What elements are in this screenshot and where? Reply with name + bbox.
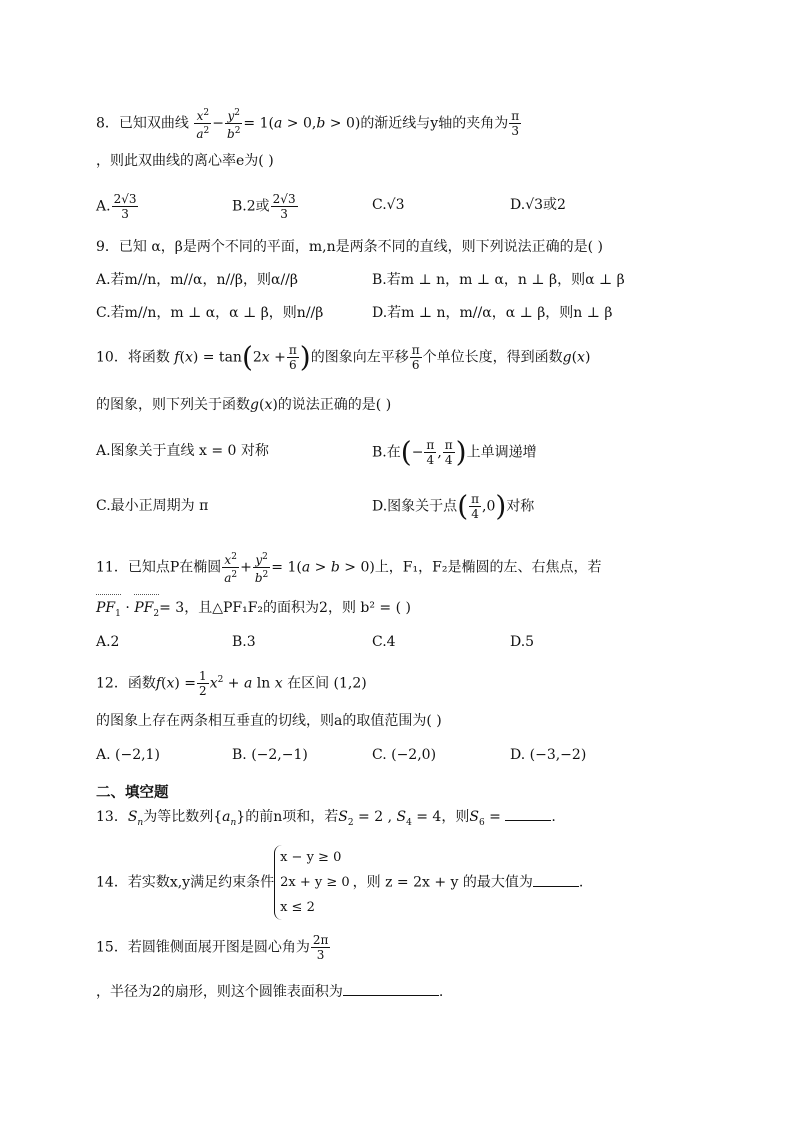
q12-option-c[interactable]: C. (−2,0) [372, 747, 437, 763]
q15-stem-text-2: ，半径为2的扇形，则这个圆锥表面积为 [96, 984, 343, 1000]
q13-stem-text-4: ，则 [441, 809, 470, 825]
q8-option-d[interactable]: D.√3或2 [510, 197, 566, 213]
q12-stem-cont: 的图象上存在两条相互垂直的切线，则a的取值范围为( ) [96, 713, 442, 729]
q12-stem: 12．函数f(x) = $\frac{1}{2}$ $x^2 + a$ ln x 在区间 (1,2) [96, 669, 367, 699]
q10-option-b[interactable]: B.在(− $\frac{\pi}{4}$ , $\frac{\pi}{4}$ )上单调递增 [372, 435, 537, 469]
q8-frac-2sqrt3-3-b: $\frac{2√3}{3}$ [272, 192, 296, 221]
q11-stem-text-2: 上，F₁，F₂是椭圆的左、右焦点，若 [374, 559, 602, 576]
q10-frac-pi6-b: $\frac{\pi}{6}$ [411, 343, 420, 372]
q10-frac-pi6: $\frac{\pi}{6}$ [288, 343, 297, 372]
q9-stem: 9．已知 α，β是两个不同的平面，m,n是两条不同的直线，则下列说法正确的是( ) [96, 239, 604, 255]
q9-option-c[interactable]: C.若m//n，m ⊥ α，α ⊥ β，则n//β [96, 305, 324, 321]
q10-stem-text: 10．将函数 [96, 349, 170, 366]
q12-option-b[interactable]: B. (−2,−1) [232, 747, 308, 763]
q12-option-d[interactable]: D. (−3,−2) [510, 747, 587, 763]
q10-option-a[interactable]: A.图象关于直线 x = 0 对称 [96, 443, 269, 459]
q14-constraint-1: x − y ≥ 0 [280, 850, 342, 865]
q13-stem-text-3: 的前n项和，若 [245, 809, 339, 825]
q14-constraint-system [274, 845, 350, 920]
q14-stem-text-2: ，则 z = 2x + y 的最大值为 [352, 874, 533, 891]
q10-option-b-label: B.在 [372, 444, 401, 461]
q10-stem-cont: 的图象，则下列关于函数g(x)的说法正确的是( ) [96, 397, 392, 413]
q12-option-a[interactable]: A. (−2,1) [96, 747, 160, 763]
q10-frac-pi4: $\frac{\pi}{4}$ [426, 438, 435, 467]
q8-option-b[interactable] [232, 192, 299, 221]
q9-option-a[interactable]: A.若m//n，m//α，n//β，则α//β [96, 272, 298, 288]
q11-stem-text: 11．已知点P在椭圆 [96, 559, 222, 576]
section-heading-fill-in: 二、填空题 [96, 784, 169, 801]
q8-stem-text: 8．已知双曲线 [96, 115, 189, 132]
q12-stem-text: 12．函数 [96, 675, 156, 692]
q8-frac-pi3: $\frac{\pi}{3}$ [511, 109, 520, 138]
q8-option-c[interactable]: C.√3 [372, 197, 405, 213]
q10-option-b-tail: 上单调递增 [466, 444, 537, 461]
q10-option-d[interactable]: D.图象关于点( $\frac{\pi}{4}$ ,0)对称 [372, 489, 535, 523]
q14-stem-text: 14．若实数x,y满足约束条件 [96, 874, 275, 891]
q11-option-a[interactable]: A.2 [96, 634, 120, 650]
q13-stem-text: 13． [96, 809, 128, 825]
q11-vector-pf2: $PF_2$ [134, 597, 159, 625]
q14-constraint-3: x ≤ 2 [280, 900, 315, 915]
q9-option-b[interactable]: B.若m ⊥ n，m ⊥ α，n ⊥ β，则α ⊥ β [372, 272, 625, 288]
q11-option-b[interactable]: B.3 [232, 634, 256, 650]
q14-constraint-2: 2x + y ≥ 0 [280, 875, 350, 890]
q14-end: . [578, 874, 584, 891]
q11-frac-x2a2: $\frac{x^2}{a^2}$ [224, 552, 238, 585]
q10-frac-pi4-c: $\frac{\pi}{4}$ [471, 492, 480, 521]
q8-option-a[interactable] [96, 192, 139, 221]
q12-stem-text-2: 在区间 (1,2) [287, 675, 367, 692]
q15-stem-cont [96, 981, 443, 1003]
q15-stem-text: 15．若圆锥侧面展开图是圆心角为 [96, 939, 310, 956]
q15-stem [96, 933, 331, 962]
q8-option-c-label: C. [372, 197, 387, 213]
q8-stem: 8．已知双曲线 $\frac{x^2}{a^2}$ − $\frac{y^2}{b^2}$ = 1(a > 0,b > 0)的渐近线与y轴的夹角为 $\frac{\pi}{3}$ [96, 108, 520, 141]
q11-stem: 11．已知点P在椭圆 $\frac{x^2}{a^2}$ + $\frac{y^2}{b^2}$ = 1(a > b > 0)上，F₁，F₂是椭圆的左、右焦点，若 [96, 552, 602, 585]
q14-answer-blank[interactable] [533, 872, 579, 887]
q8-option-b-label: B.2或 [232, 198, 270, 215]
q11-frac-y2b2: $\frac{y^2}{b^2}$ [254, 552, 269, 585]
q11-vector-pf1: $PF_1$ [96, 597, 121, 625]
q9-option-d[interactable]: D.若m ⊥ n，m//α，α ⊥ β，则n ⊥ β [372, 305, 613, 321]
q13-stem: 13．$S_n$为等比数列$\{a_n\}$的前n项和，若$S_2 = 2$ , $S_4 = 4$，则$S_6$ = . [96, 806, 556, 834]
q11-option-d[interactable]: D.5 [510, 634, 535, 650]
q8-frac-2sqrt3-3: $\frac{2√3}{3}$ [113, 192, 137, 221]
q10-option-d-label: D.图象关于点 [372, 498, 458, 515]
q15-answer-blank[interactable] [343, 981, 439, 996]
q15-frac-2pi3: $\frac{2\pi}{3}$ [312, 933, 329, 962]
q10-stem-text-5: 的说法正确的是( ) [277, 397, 392, 413]
q12-frac-half: $\frac{1}{2}$ [199, 669, 207, 699]
q13-answer-blank[interactable] [505, 806, 551, 821]
q13-end: . [551, 809, 556, 825]
q10-stem-text-4: 的图象，则下列关于函数 [96, 397, 250, 413]
q10-option-d-tail: 对称 [506, 498, 535, 515]
q8-option-a-label: A. [96, 198, 111, 215]
q8-stem-cont: ，则此双曲线的离心率e为( ) [96, 153, 274, 169]
q10-stem-text-3: 个单位长度，得到函数 [422, 349, 563, 366]
q11-option-c[interactable]: C.4 [372, 634, 396, 650]
q10-stem: 10．将函数 f(x) = tan(2x + $\frac{\pi}{6}$ )的图象向左平移 $\frac{\pi}{6}$ 个单位长度，得到函数g(x) [96, 340, 591, 374]
q11-stem-cont: $PF_1 \cdot PF_2= 3$，且△PF₁F₂的面积为2，则 b² = ( ) [96, 597, 411, 625]
q8-option-d-label: D. [510, 197, 526, 213]
q8-frac-y2b2: $\frac{y^2}{b^2}$ [227, 108, 241, 141]
q8-stem-text-2: 的渐近线与y轴的夹角为 [360, 115, 509, 132]
q10-option-c[interactable]: C.最小正周期为 π [96, 498, 209, 514]
q8-frac-x2a2: $\frac{x^2}{a^2}$ [196, 108, 210, 141]
q8-option-d-tail: 或2 [543, 197, 566, 213]
q14-stem [96, 845, 583, 921]
q10-frac-pi4-b: $\frac{\pi}{4}$ [444, 438, 453, 467]
q10-stem-text-2: 的图象向左平移 [310, 349, 409, 366]
q13-stem-text-2: 为等比数列 [143, 809, 214, 825]
q15-end: . [438, 984, 444, 1000]
q11-stem-text-3: = 3，且△PF₁F₂的面积为2，则 b² = ( ) [159, 600, 411, 616]
